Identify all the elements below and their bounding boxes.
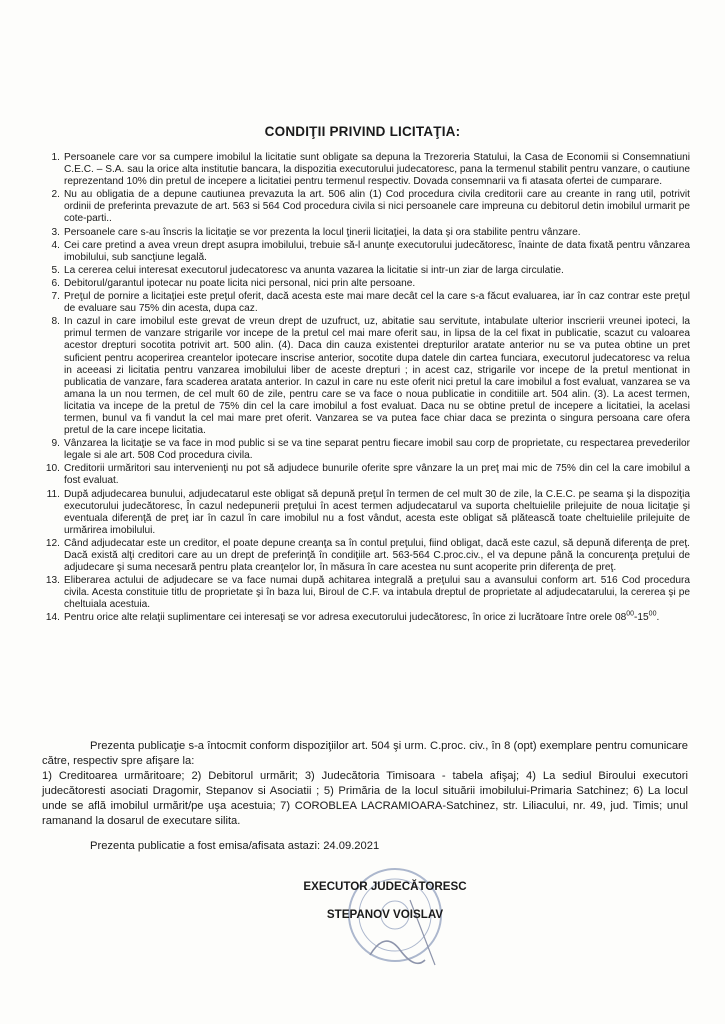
condition-item	[38, 152, 690, 188]
condition-text: După adjudecarea bunului, adjudecatarul este obligat să depună preţul în termen de cel mult 30 de zile, la C.E.C. pe seama şi la dispoziţia executorului judecătoresc, În cazul nedepunerii preţului în acest termen adjudecatarul va suporta cheltuielile prilejuite de noua licitaţie şi eventuala diferenţă de preţ iar în cazul în care imobilul nu a fost vândut, acesta este obligat să plătească toate cheltuielile prilejuite de urmărirea imobilului.	[64, 488, 690, 536]
signature-name: STEPANOV VOISLAV	[326, 908, 444, 921]
hour-superscript: 00	[648, 611, 657, 619]
condition-item	[38, 575, 690, 611]
publication-paragraph	[42, 739, 688, 829]
condition-number: 12.	[45, 537, 60, 549]
condition-item	[38, 291, 690, 315]
condition-item	[38, 463, 690, 487]
condition-number: 9.	[51, 438, 60, 450]
condition-number: 11.	[46, 488, 60, 500]
condition-item	[38, 612, 690, 624]
hour-superscript: 00	[626, 611, 635, 619]
condition-text: Persoanele care s-au înscris la licitaţie se vor prezenta la locul ţinerii licitaţiei, la data şi ora stabilite pentru vânzare.	[64, 226, 581, 238]
condition-text-tail: .	[656, 612, 660, 624]
condition-item	[38, 227, 690, 239]
emission-date-line: Prezenta publicatie a fost emisa/afisata astazi: 24.09.2021	[90, 840, 380, 852]
condition-text: Eliberarea actului de adjudecare se va face numai după achitarea integrală a preţului sau a avansului conform art. 516 Cod procedura civila. Acesta constituie titlu de proprietate şi în baza lui, Biroul de C.F. va intabula dreptul de proprietate al adjudecatarului, la cererea şi pe cheltuiala acestuia.	[64, 575, 690, 611]
condition-text: Vânzarea la licitaţie se va face in mod public si se va tine separat pentru fiecare imobil sau corp de proprietate, cu respectarea prevederilor legale si ale art. 508 Cod procedura civila.	[64, 438, 690, 462]
condition-item	[38, 278, 690, 290]
condition-item	[38, 489, 690, 537]
publication-recipients: 1) Creditoarea urmăritoare; 2) Debitorul urmărit; 3) Judecătoria Timisoara - tabela afişaj; 4) La sediul Biroului executori judecătoresti asociati Dragomir, Stepanov si Asociatii ; 5) Primăria de la locul situării imobilului-Primaria Satchinez; 6) La locul unde se află imobilul urmărit/pe uşa acestuia; 7) COROBLEA LACRAMIOARA-Satchinez, str. Liliacului, nr. 49, jud. Timis; unul ramanand la dosarul de executare silita.	[42, 770, 688, 827]
condition-text: Preţul de pornire a licitaţiei este preţul oferit, dacă acesta este mai mare decât cel la care s-a făcut evaluarea, iar în caz contrar este preţul de evaluare sau 75% din acesta, dupa caz.	[64, 291, 690, 315]
condition-item	[38, 316, 690, 437]
condition-text: Cei care pretind a avea vreun drept asupra imobilului, trebuie să-l anunţe executorului judecătoresc, înainte de data fixată pentru vânzarea imobilului, sub sancţiune legală.	[64, 239, 690, 263]
condition-text: In cazul in care imobilul este grevat de vreun drept de uzufruct, uz, abitatie sau servitute, intabulate ulterior inscrierii vreunei ipoteci, la primul termen de vanzare strigarile vor incepe de la pretul cel mai mare oferit sau, in lipsa de la cel fixat in publicatie, scazut cu valoarea acestor drepturi socotita potrivit art. 500 alin. (4). Daca din cauza existentei drepturilor aratate anterior nu se va putea obtine un pret suficient pentru acoperirea creantelor ipotecare inscrise anterior, socotite dupa datele din cartea funciara, executorul judecatoresc va relua in aceeasi zi licitatia pentru vanzarea imobilului liber de aceste drepturi ; in acest caz, strigarile vor incepe de la pretul mentionat in publicatia de vanzare, fara scaderea aratata anterior. In cazul in care nu este oferit nici pretul la care imobilul a fost evaluat, vanzarea se va amana la un nou termen, de cel mult 60 de zile, pentru care se va face o noua publicatie in conditiile art. 504 alin. (3). La acest termen, licitatia va incepe de la pretul de 75% din cel la care imobilul a fost evaluat. Daca nu se obtine pretul de incepere a licitatiei, la acelasi termen, bunul va fi vandut la cel mai mare pret oferit. Vanzarea se va putea face chiar daca se prezinta o singura persoana care ofera pretul de la care incepe licitatia.	[64, 316, 690, 437]
condition-item	[38, 240, 690, 264]
condition-number: 7.	[51, 291, 60, 303]
condition-text	[64, 612, 690, 624]
condition-item	[38, 538, 690, 574]
hour-separator: -15	[634, 612, 649, 624]
condition-number: 4.	[51, 239, 60, 251]
condition-item	[38, 438, 690, 462]
condition-text: Când adjudecatar este un creditor, el poate depune creanţa sa în contul preţului, fiind obligat, dacă este cazul, să depună diferenţa de preţ. Dacă există alţi creditori care au un drept de preferinţă în condiţiile art. 563-564 C.proc.civ., el va depune până la concurenţa preţului de adjudecare şi suma necesară pentru plata creanţelor lor, în măsura în care acestea nu sunt acoperite prin diferenţa de preţ.	[64, 537, 690, 574]
condition-number: 8.	[51, 316, 60, 328]
condition-number: 13.	[45, 575, 60, 587]
publication-intro-line	[42, 739, 688, 769]
condition-item	[38, 189, 690, 225]
condition-number: 1.	[51, 152, 60, 163]
condition-text: La cererea celui interesat executorul judecatoresc va anunta vazarea la licitatie si intr-un ziar de larga circulatie.	[64, 264, 564, 276]
condition-text: Nu au obligatia de a depune cautiunea prevazuta la art. 506 alin (1) Cod procedura civila creditorii care au creante in rang util, potrivit ordinii de preferinta prevazute de art. 563 si 564 Cod procedura civila si nici persoanele care impreuna cu debitorul detin imobilul urmarit pe cote-parti..	[64, 189, 690, 225]
condition-item	[38, 265, 690, 277]
signature-role: EXECUTOR JUDECĂTORESC	[303, 880, 467, 893]
document-title: CONDIŢII PRIVIND LICITAŢIA:	[264, 124, 461, 139]
condition-number: 10.	[45, 463, 60, 475]
condition-text: Debitorul/garantul ipotecar nu poate licita nici personal, nici prin alte persoane.	[64, 277, 416, 289]
condition-number: 6.	[51, 277, 60, 289]
condition-number: 3.	[51, 226, 60, 238]
conditions-list	[38, 152, 690, 626]
signature-block	[220, 873, 550, 929]
condition-text: Creditorii urmăritori sau intervenienţi nu pot să adjudece bunurile oferite spre vânzare la un preţ mai mic de 75% din cel la care imobilul a fost evaluat.	[64, 463, 690, 487]
condition-number: 2.	[51, 189, 60, 201]
condition-number: 14.	[45, 612, 60, 624]
condition-number: 5.	[51, 264, 60, 276]
condition-text: Persoanele care vor sa cumpere imobilul la licitatie sunt obligate sa depuna la Trezoreria Statului, la Casa de Economii si Consemnatiuni C.E.C. – S.A. sau la orice alta institutie bancara, la dispozitia executorului judecatoresc, pana la termenul stabilit pentru vanzare, o cautiune reprezentand 10% din pretul de incepere a licitatiei pentru termenul respectiv. Dovada consemnarii va fi atasata ofertei de cumparare.	[64, 152, 690, 188]
condition-text-main: Pentru orice alte relaţii suplimentare cei interesaţi se vor adresa executorului judecătoresc, în orice zi lucrătoare între orele 08	[64, 612, 627, 624]
publication-intro: Prezenta publicaţie s-a întocmit conform dispoziţiilor art. 504 şi urm. C.proc. civ., în 8 (opt) exemplare pentru comunicare către, respectiv spre afişare la:	[42, 740, 688, 767]
